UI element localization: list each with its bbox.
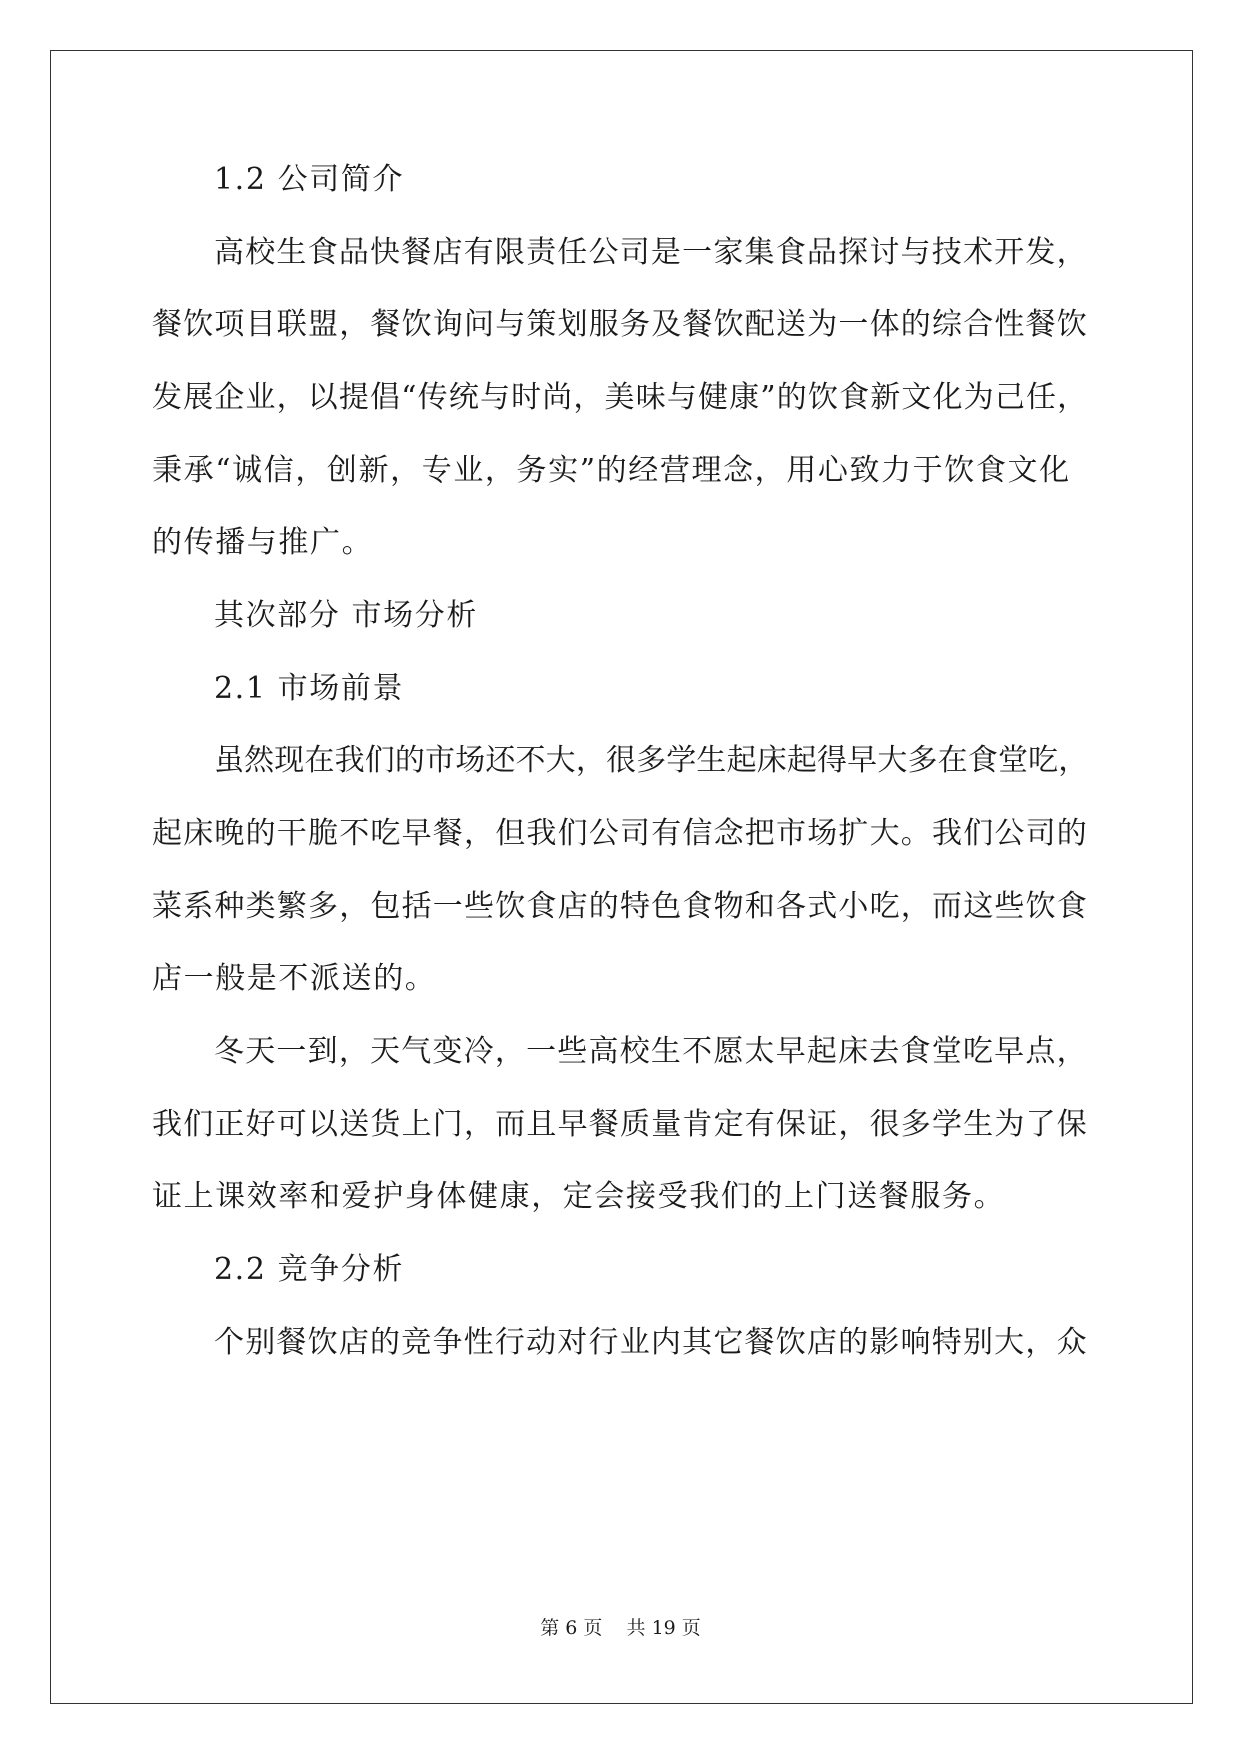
paragraph-line: 我们正好可以送货上门，而且早餐质量肯定有保证，很多学生为了保 xyxy=(152,1107,1088,1142)
section-heading: 2.2 竞争分析 xyxy=(214,1252,405,1287)
paragraph-line: 发展企业，以提倡“传统与时尚，美味与健康”的饮食新文化为己任， xyxy=(152,380,1089,415)
paragraph-line: 证上课效率和爱护身体健康，定会接受我们的上门送餐服务。 xyxy=(152,1179,1006,1214)
paragraph-line: 菜系种类繁多，包括一些饮食店的特色食物和各式小吃，而这些饮食 xyxy=(152,889,1088,924)
paragraph-line: 餐饮项目联盟，餐饮询问与策划服务及餐饮配送为一体的综合性餐饮 xyxy=(152,307,1088,342)
section-heading: 其次部分 市场分析 xyxy=(214,598,478,633)
paragraph-line: 起床晚的干脆不吃早餐，但我们公司有信念把市场扩大。我们公司的 xyxy=(152,816,1088,851)
paragraph-line: 秉承“诚信，创新，专业，务实”的经营理念，用心致力于饮食文化 xyxy=(152,453,1071,488)
section-heading: 2.1 市场前景 xyxy=(214,671,405,706)
page-number: 第 6 页 共 19 页 xyxy=(540,1617,701,1639)
paragraph-line: 店一般是不派送的。 xyxy=(152,961,437,996)
page-border xyxy=(50,50,1193,1704)
section-heading: 1.2 公司简介 xyxy=(214,162,405,197)
paragraph-line: 的传播与推广。 xyxy=(152,525,374,560)
paragraph-line: 个别餐饮店的竞争性行动对行业内其它餐饮店的影响特别大，众 xyxy=(214,1325,1088,1360)
paragraph-line: 冬天一到，天气变冷，一些高校生不愿太早起床去食堂吃早点， xyxy=(214,1034,1088,1069)
paragraph-line: 虽然现在我们的市场还不大，很多学生起床起得早大多在食堂吃， xyxy=(214,743,1089,778)
paragraph-line: 高校生食品快餐店有限责任公司是一家集食品探讨与技术开发， xyxy=(214,235,1088,270)
